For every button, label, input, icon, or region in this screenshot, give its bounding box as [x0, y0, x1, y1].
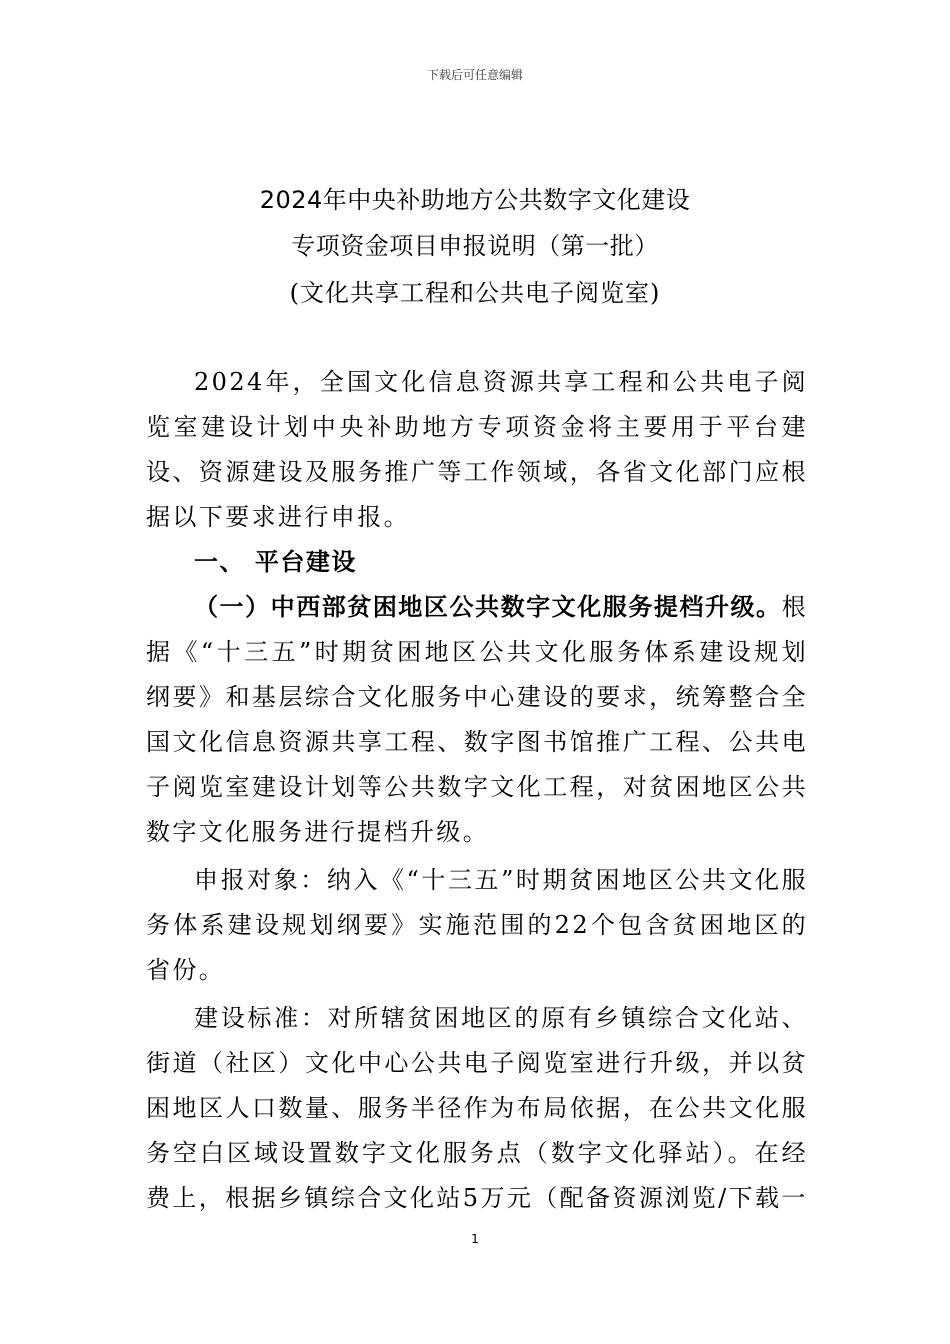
document-body [146, 360, 808, 1221]
page-number: 1 [471, 1232, 479, 1246]
item-bold-lead: （一）中西部贫困地区公共数字文化服务提档升级。 [194, 593, 782, 621]
standard-paragraph: 建设标准：对所辖贫困地区的原有乡镇综合文化站、街道（社区）文化中心公共电子阅览室进行升级，并以贫困地区人口数量、服务半径作为布局依据，在公共文化服务空白区域设置数字文化服务点（数字文化驿站）。在经费上，根据乡镇综合文化站5万元（配备资源浏览/下载一 [146, 1004, 808, 1212]
header-note: 下载后可任意编辑 [426, 68, 523, 82]
applicants-paragraph: 申报对象：纳入《“十三五”时期贫困地区公共文化服务体系建设规划纲要》实施范围的22个包含贫困地区的省份。 [146, 866, 808, 984]
section-heading-platform: 一、 平台建设 [194, 548, 357, 576]
item-text: 根据《“十三五”时期贫困地区公共文化服务体系建设规划纲要》和基层综合文化服务中心建设的要求，统筹整合全国文化信息资源共享工程、数字图书馆推广工程、公共电子阅览室建设计划等公共数字文化工程，对贫困地区公共数字文化服务进行提档升级。 [146, 593, 808, 846]
item-paragraph-1 [146, 585, 808, 855]
document-title-line-2: 专项资金项目申报说明（第一批） [291, 232, 659, 260]
intro-paragraph: 2024年，全国文化信息资源共享工程和公共电子阅览室建设计划中央补助地方专项资金将主要用于平台建设、资源建设及服务推广等工作领域，各省文化部门应根据以下要求进行申报。 [146, 368, 808, 531]
document-subtitle: (文化共享工程和公共电子阅览室) [289, 279, 661, 307]
document-title-line-1: 2024年中央补助地方公共数字文化建设 [259, 186, 691, 214]
